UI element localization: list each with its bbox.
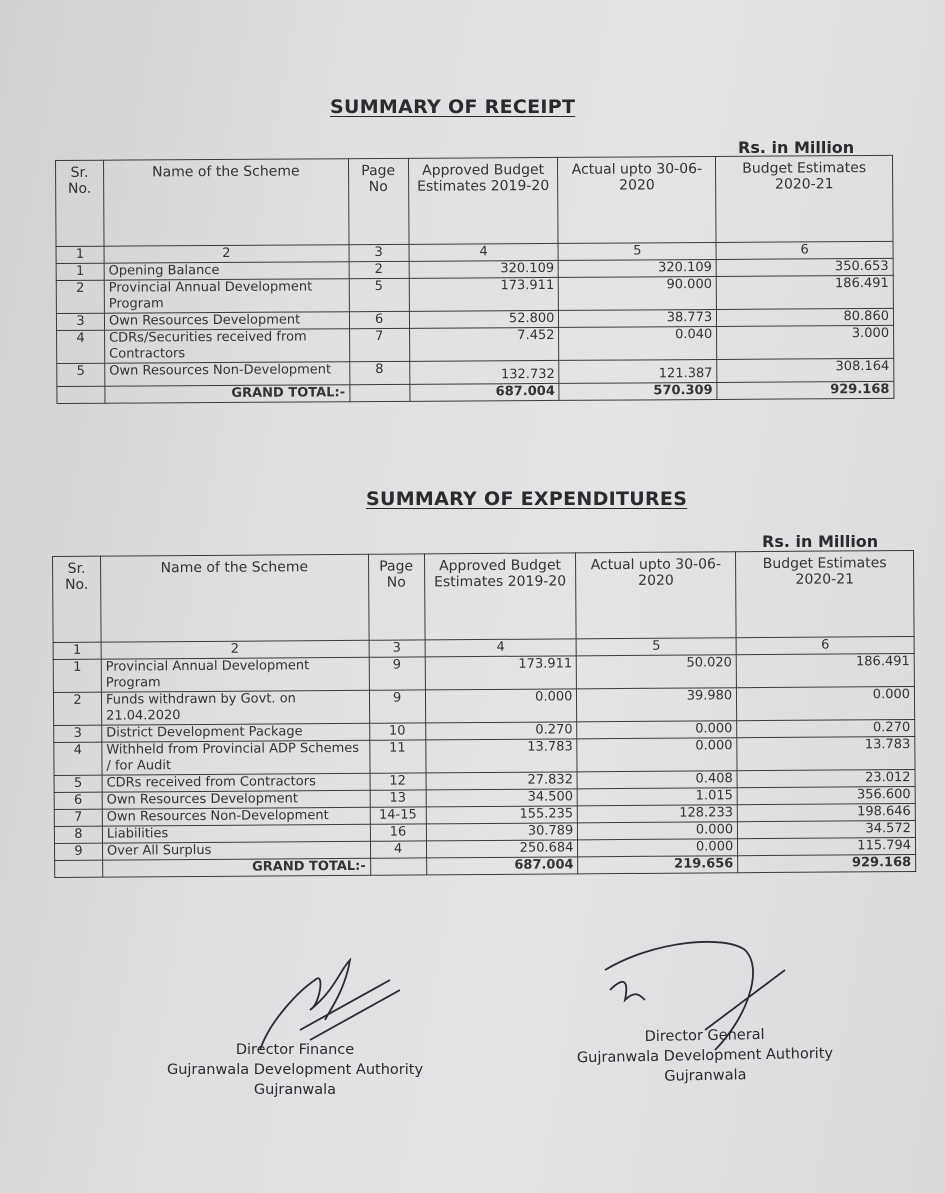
table-row: 3 District Development Package 10 0.270 0.000 0.270: [54, 719, 915, 742]
table-row: 9 Over All Surplus 4 250.684 0.000 115.794: [55, 837, 916, 860]
expenditures-table: [52, 550, 916, 878]
expenditures-title: SUMMARY OF EXPENDITURES: [366, 488, 688, 510]
signatory-title: Director General: [644, 1026, 765, 1046]
signature-block-right: [545, 1023, 866, 1089]
table-row: 2 Provincial Annual Development Program 5 173.911 90.000 186.491: [56, 275, 893, 313]
receipt-unit: Rs. in Million: [738, 138, 855, 157]
table-row: 5 CDRs received from Contractors 12 27.832 0.408 23.012: [54, 769, 915, 792]
table-row: 4 CDRs/Securities received from Contractors 7 7.452 0.040 3.000: [57, 325, 894, 363]
table-row: 8 Liabilities 16 30.789 0.000 34.572: [54, 820, 915, 843]
signatory-title: Director Finance: [235, 1042, 355, 1058]
signatory-city: Gujranwala: [253, 1082, 337, 1098]
table-row: 2 Funds withdrawn by Govt. on 21.04.2020 9 0.000 39.980 0.000: [53, 686, 914, 725]
table-row: 3 Own Resources Development 6 52.800 38.773 80.860: [56, 308, 893, 330]
column-number-row: 1 2 3 4 5 6: [56, 241, 893, 263]
header-estimates: Budget Estimates 2020-21: [736, 550, 914, 637]
header-approved: Approved Budget Estimates 2019-20: [424, 553, 576, 640]
expenditures-unit: Rs. in Million: [762, 532, 879, 551]
grand-total-row: GRAND TOTAL:- 687.004 570.309 929.168: [57, 381, 894, 403]
header-sr: Sr. No.: [56, 160, 104, 246]
signatory-org: Gujranwala Development Authority: [166, 1062, 424, 1078]
table-row: 1 Provincial Annual Development Program 9 173.911 50.020 186.491: [53, 653, 914, 692]
signatory-city: Gujranwala: [664, 1067, 747, 1085]
header-actual: Actual upto 30-06-2020: [576, 552, 736, 639]
receipt-title: SUMMARY OF RECEIPT: [330, 96, 576, 118]
grand-total-row: GRAND TOTAL:- 687.004 219.656 929.168: [55, 854, 916, 877]
header-actual: Actual upto 30-06-2020: [558, 156, 716, 243]
header-page: Page No: [348, 158, 408, 244]
table-row: 6 Own Resources Development 13 34.500 1.015 356.600: [54, 786, 915, 809]
header-name: Name of the Scheme: [103, 159, 348, 246]
table-row: 5 Own Resources Non-Development 8 132.732 121.387 308.164: [57, 358, 894, 386]
header-approved: Approved Budget Estimates 2019-20: [408, 157, 558, 244]
grand-total-label: GRAND TOTAL:-: [103, 858, 371, 877]
header-name: Name of the Scheme: [100, 554, 368, 642]
header-sr: Sr. No.: [53, 556, 102, 642]
header-page: Page No: [368, 554, 425, 640]
table-row: 7 Own Resources Non-Development 14-15 155.235 128.233 198.646: [54, 803, 915, 826]
table-row: 4 Withheld from Provincial ADP Schemes / for Audit 11 13.783 0.000 13.783: [54, 736, 915, 775]
signatory-org: Gujranwala Development Authority: [576, 1045, 834, 1067]
column-number-row: 1 2 3 4 5 6: [53, 636, 914, 659]
receipt-table: [55, 155, 894, 404]
table-row: 1 Opening Balance 2 320.109 320.109 350.653: [56, 258, 893, 280]
header-estimates: Budget Estimates 2020-21: [716, 155, 893, 242]
signature-block-left: [140, 1040, 450, 1100]
receipt-header-row: [56, 155, 894, 246]
expenditures-header-row: [53, 550, 915, 642]
grand-total-label: GRAND TOTAL:-: [105, 385, 350, 403]
